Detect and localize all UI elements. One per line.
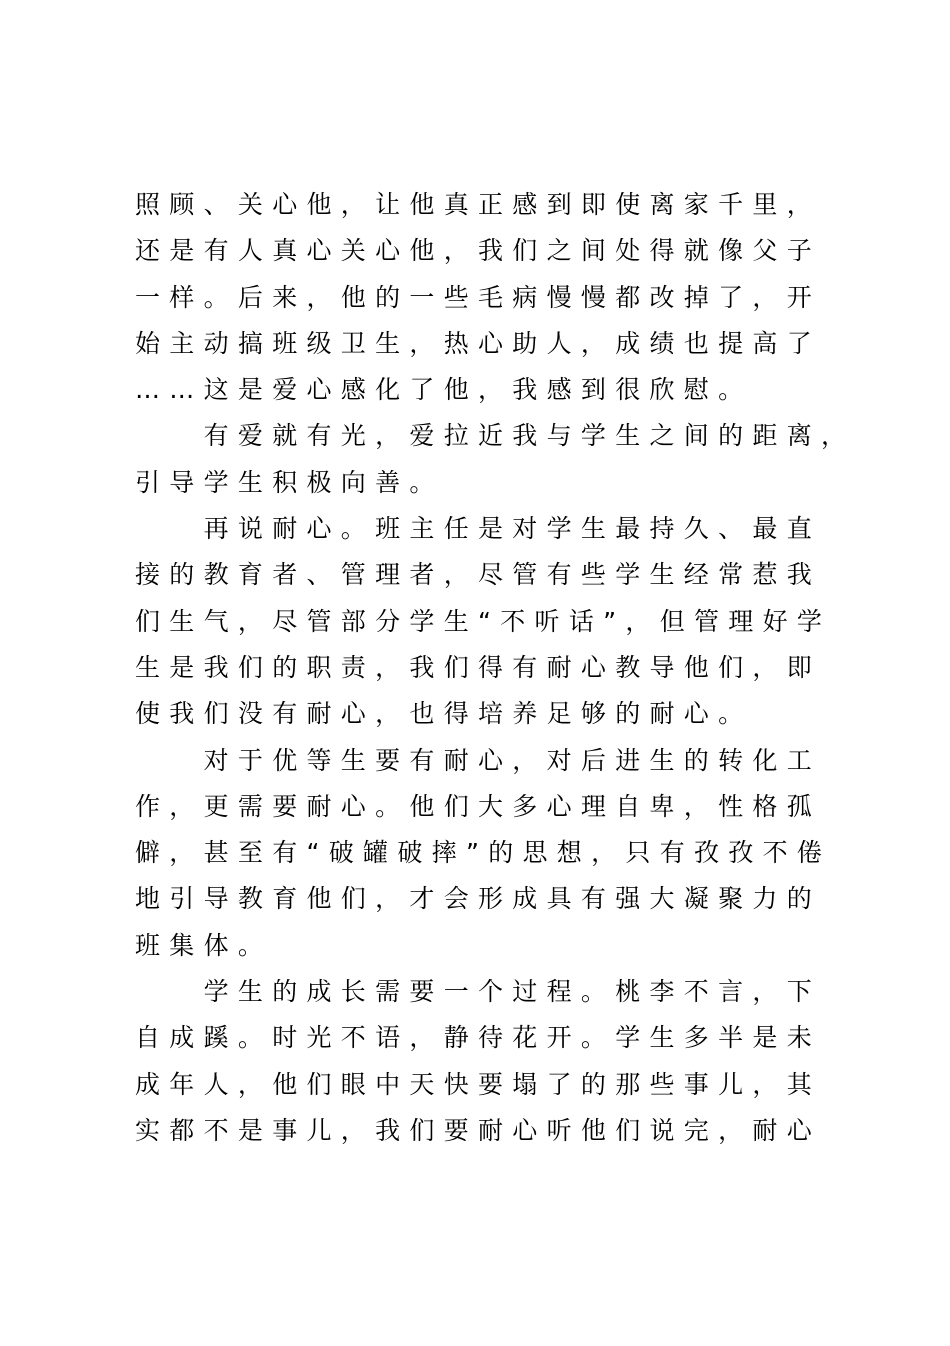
body-text [135, 182, 935, 1154]
text-line: 始主动搞班级卫生，热心助人，成绩也提高了 [135, 328, 822, 358]
text-line: 接的教育者、管理者，尽管有些学生经常惹我 [135, 560, 822, 590]
text-line: 学生的成长需要一个过程。桃李不言，下 [135, 977, 822, 1007]
text-line: 还是有人真心关心他，我们之间处得就像父子 [135, 236, 822, 266]
text-line: 成年人，他们眼中天快要塌了的那些事儿，其 [135, 1069, 822, 1099]
text-line: 对于优等生要有耐心，对后进生的转化工 [135, 745, 822, 775]
text-line: 照顾、关心他，让他真正感到即使离家千里， [135, 190, 822, 219]
text-line: 班集体。 [135, 930, 273, 960]
text-line: 僻，甚至有“破罐破摔”的思想，只有孜孜不倦 [135, 838, 832, 868]
text-line: 引导学生积极向善。 [135, 467, 444, 497]
text-line: 自成蹊。时光不语，静待花开。学生多半是未 [135, 1023, 822, 1053]
text-line: 使我们没有耐心，也得培养足够的耐心。 [135, 699, 753, 729]
text-line: 一样。后来，他的一些毛病慢慢都改掉了，开 [135, 282, 822, 312]
text-line: 有爱就有光，爱拉近我与学生之间的距离， [135, 421, 856, 451]
text-line: 地引导教育他们，才会形成具有强大凝聚力的 [135, 884, 822, 914]
text-line: 实都不是事儿，我们要耐心听他们说完，耐心 [135, 1115, 822, 1145]
text-line: 作，更需要耐心。他们大多心理自卑，性格孤 [135, 791, 822, 821]
text-line: ……这是爱心感化了他，我感到很欣慰。 [135, 375, 753, 405]
text-line: 们生气，尽管部分学生“不听话”，但管理好学 [135, 606, 832, 636]
text-line: 再说耐心。班主任是对学生最持久、最直 [135, 514, 822, 544]
text-line: 生是我们的职责，我们得有耐心教导他们，即 [135, 652, 822, 682]
